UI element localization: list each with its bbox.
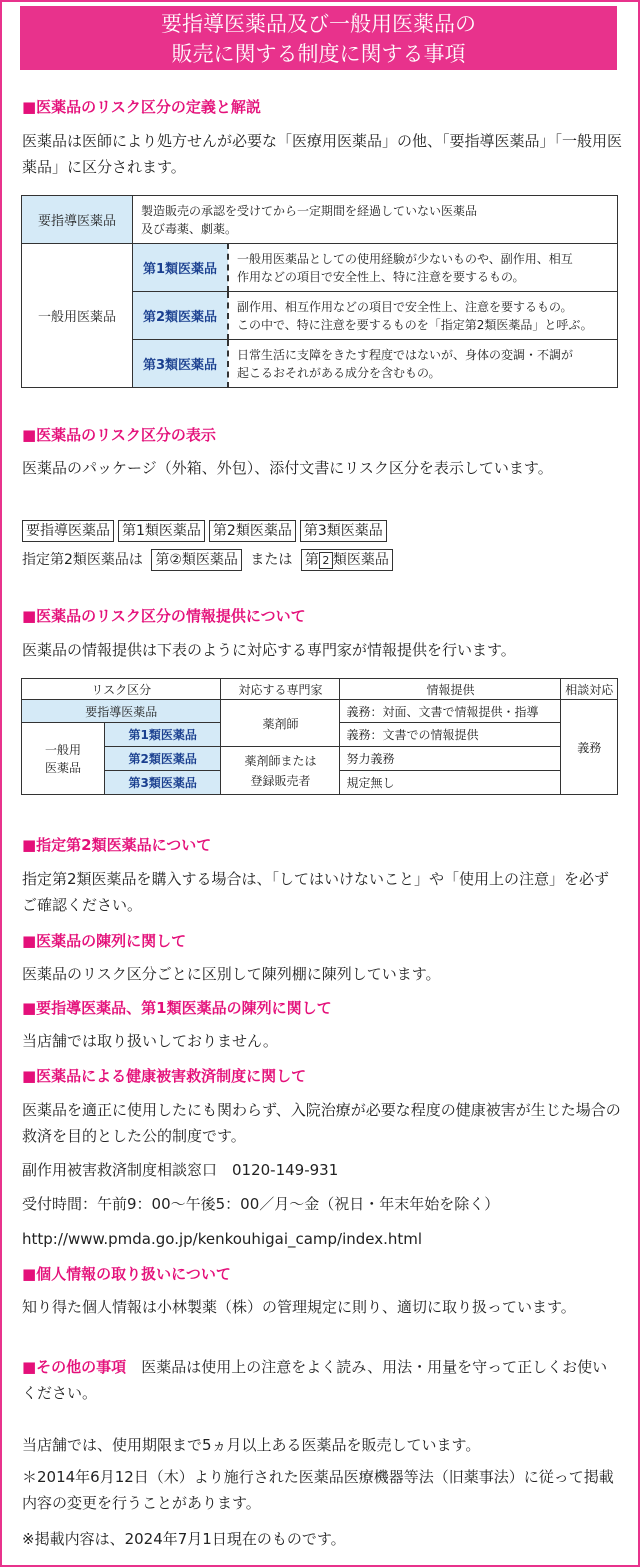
- section-text-risk-definition: 医薬品は医師により処方せんが必要な「医療用医薬品」の他、「要指導医薬品」「一般用医薬品」に区分されます。: [22, 132, 623, 176]
- desc-line: この中で、特に注意を要するものを「指定第2類医薬品」と呼ぶ。: [237, 317, 593, 332]
- badge-prefix: 第: [304, 552, 319, 568]
- section-text-privacy: 知り得た個人情報は小林製薬（株）の管理規定に則り、適切に取り扱っています。: [22, 1298, 576, 1316]
- cell-class-2: 第2類医薬品: [133, 292, 229, 340]
- cell-consult: 義務: [561, 700, 618, 795]
- footer-expiry: 当店舗では、使用期限まで5ヵ月以上ある医薬品を販売しています。: [22, 1436, 481, 1454]
- section-heading-info-provision: ■医薬品のリスク区分の情報提供について: [22, 607, 306, 625]
- section-heading-class1-display: ■要指導医薬品、第1類医薬品の陳列に関して: [22, 999, 332, 1017]
- section-text-shitei: 指定第2類医薬品を購入する場合は、「してはいけないこと」や「使用上の注意」を必ずご確認ください。: [22, 870, 610, 914]
- section-heading-risk-display: ■医薬品のリスク区分の表示: [22, 426, 216, 444]
- section-heading-privacy: ■個人情報の取り扱いについて: [22, 1265, 231, 1283]
- section-text-display: 医薬品のリスク区分ごとに区別して陳列棚に陳列しています。: [22, 965, 441, 983]
- risk-badges-row: [22, 520, 391, 542]
- badge-class-3: 第3類医薬品: [300, 520, 387, 542]
- info-provision-table: [21, 678, 618, 795]
- section-heading-risk-definition: ■医薬品のリスク区分の定義と解説: [22, 98, 261, 116]
- cell-info-1: 義務：対面、文書で情報提供・指導: [340, 700, 561, 723]
- expert-line-1: 薬剤師または: [244, 753, 317, 768]
- cell-youshidou-desc: [133, 196, 618, 244]
- row-class-2: 第2類医薬品: [105, 747, 221, 771]
- cell-info-3: 努力義務: [340, 747, 561, 771]
- badge-youshidou: 要指導医薬品: [22, 520, 114, 542]
- footer-law-note: ＊2014年6月12日（木）より施行された医薬品医療機器等法（旧薬事法）に従って掲載内容の変更を行うことがあります。: [22, 1468, 614, 1512]
- cell-pharm-or-seller: [221, 747, 340, 795]
- section-text-class1-display: 当店舗では取り扱いしておりません。: [22, 1032, 278, 1050]
- section-other: [22, 1354, 622, 1406]
- title-line-1: 要指導医薬品及び一般用医薬品の: [161, 12, 476, 36]
- ippan-line-2: 医薬品: [44, 760, 81, 775]
- boxed-number: 2: [319, 552, 333, 569]
- relief-contact: 副作用被害救済制度相談窓口 0120-149-931: [22, 1161, 339, 1179]
- desc-line: 製造販売の承認を受けてから一定期間を経過していない医薬品: [141, 203, 478, 218]
- badge-class-2: 第2類医薬品: [209, 520, 296, 542]
- header-expert: 対応する専門家: [221, 679, 340, 700]
- cell-ippan: 一般用医薬品: [22, 244, 133, 388]
- desc-line: 日常生活に支障をきたす程度ではないが、身体の変調・不調が: [237, 347, 574, 362]
- cell-class-3: 第3類医薬品: [133, 340, 229, 388]
- cell-class-1: 第1類医薬品: [133, 244, 229, 292]
- row-class-1: 第1類医薬品: [105, 723, 221, 747]
- header-info: 情報提供: [340, 679, 561, 700]
- section-heading-relief: ■医薬品による健康被害救済制度に関して: [22, 1067, 307, 1085]
- footer-date-note: ※掲載内容は、2024年7月1日現在のものです。: [22, 1530, 346, 1548]
- desc-line: 作用などの項目で安全性上、特に注意を要するもの。: [237, 269, 525, 284]
- cell-youshidou: 要指導医薬品: [22, 196, 133, 244]
- badge-class-1: 第1類医薬品: [118, 520, 205, 542]
- ippan-line-1: 一般用: [44, 742, 81, 757]
- title-line-2: 販売に関する制度に関する事項: [171, 42, 466, 66]
- header-risk: リスク区分: [22, 679, 221, 700]
- row-youshidou: 要指導医薬品: [22, 700, 221, 723]
- section-heading-display: ■医薬品の陳列に関して: [22, 932, 187, 950]
- section-text-risk-display: 医薬品のパッケージ（外箱、外包）、添付文書にリスク区分を表示しています。: [22, 459, 553, 477]
- badge-shitei-box: [301, 549, 393, 571]
- or-label: または: [250, 552, 293, 568]
- section-heading-shitei: ■指定第2類医薬品について: [22, 836, 212, 854]
- badge-suffix: 類医薬品: [332, 552, 389, 568]
- cell-class-3-desc: [228, 340, 618, 388]
- section-text-relief: 医薬品を適正に使用したにも関わらず、入院治療が必要な程度の健康被害が生じた場合の救済を目的とした公的制度です。: [22, 1101, 621, 1145]
- shitei-label: 指定第2類医薬品は: [22, 552, 143, 568]
- header-consult: 相談対応: [561, 679, 618, 700]
- shitei-badges-row: [22, 549, 397, 571]
- section-text-info-provision: 医薬品の情報提供は下表のように対応する専門家が情報提供を行います。: [22, 641, 516, 659]
- cell-class-2-desc: [228, 292, 618, 340]
- badge-shitei-circle: 第②類医薬品: [151, 549, 242, 571]
- cell-info-2: 義務：文書での情報提供: [340, 723, 561, 747]
- page-title-banner: [20, 6, 617, 70]
- cell-info-4: 規定無し: [340, 771, 561, 795]
- expert-line-2: 登録販売者: [250, 773, 311, 788]
- section-text-other: 医薬品は使用上の注意をよく読み、用法・用量を守って正しくお使いください。: [22, 1358, 608, 1402]
- relief-url-link[interactable]: http://www.pmda.go.jp/kenkouhigai_camp/index.html: [22, 1230, 423, 1248]
- section-heading-other: ■その他の事項: [22, 1358, 127, 1376]
- desc-line: 副作用、相互作用などの項目で安全性上、注意を要するもの。: [237, 299, 573, 314]
- cell-ippan: [22, 723, 105, 795]
- desc-line: 一般用医薬品としての使用経験が少ないものや、副作用、相互: [237, 251, 573, 266]
- row-class-3: 第3類医薬品: [105, 771, 221, 795]
- cell-pharmacist: 薬剤師: [221, 700, 340, 747]
- desc-line: 起こるおそれがある成分を含むもの。: [237, 365, 441, 380]
- cell-class-1-desc: [228, 244, 618, 292]
- risk-definition-table: [21, 195, 618, 388]
- desc-line: 及び毒薬、劇薬。: [141, 221, 238, 236]
- relief-hours: 受付時間：午前9：00〜午後5：00／月〜金（祝日・年末年始を除く）: [22, 1195, 500, 1213]
